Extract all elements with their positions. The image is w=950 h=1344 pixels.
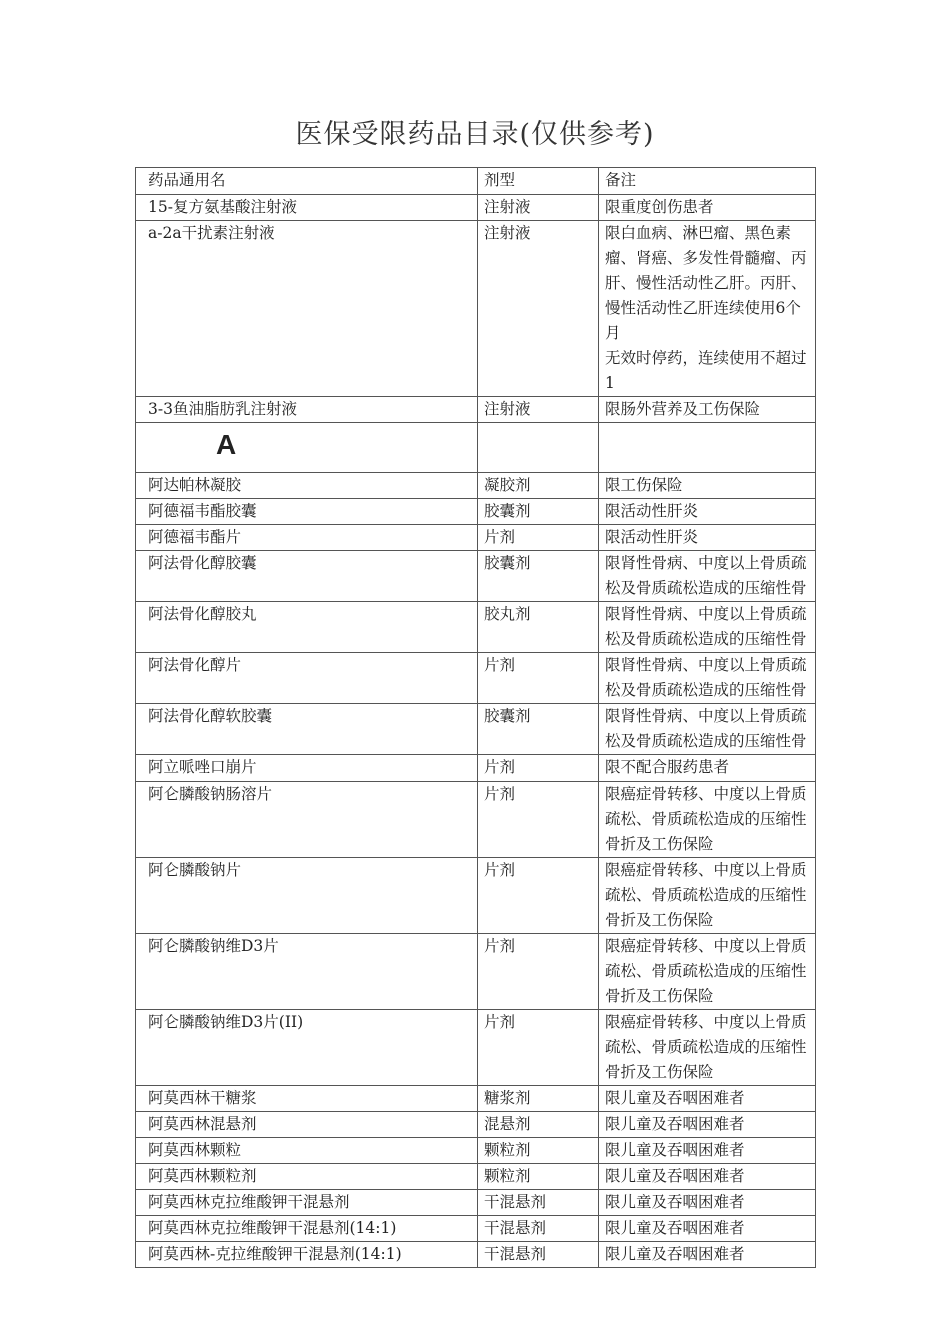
dosage-form-cell: 片剂 bbox=[478, 782, 599, 858]
drug-name-cell: 阿莫西林颗粒 bbox=[136, 1138, 478, 1164]
dosage-form-cell: 片剂 bbox=[478, 858, 599, 934]
table-row bbox=[136, 499, 816, 525]
note-cell: 限活动性肝炎 bbox=[599, 525, 816, 551]
dosage-form-cell: 胶囊剂 bbox=[478, 499, 599, 525]
note-cell bbox=[599, 423, 816, 473]
note-cell: 限工伤保险 bbox=[599, 473, 816, 499]
dosage-form-cell: 注射液 bbox=[478, 195, 599, 221]
note-cell: 限肾性骨病、中度以上骨质疏 松及骨质疏松造成的压缩性骨 bbox=[599, 551, 816, 602]
table-row bbox=[136, 1112, 816, 1138]
dosage-form-cell: 胶囊剂 bbox=[478, 704, 599, 755]
dosage-form-cell: 颗粒剂 bbox=[478, 1138, 599, 1164]
table-row bbox=[136, 858, 816, 934]
dosage-form-cell: 干混悬剂 bbox=[478, 1242, 599, 1268]
drug-name-cell: 阿法骨化醇胶囊 bbox=[136, 551, 478, 602]
section-letter-row bbox=[136, 423, 816, 473]
drug-name-cell: 阿莫西林颗粒剂 bbox=[136, 1164, 478, 1190]
drug-name-cell: 阿法骨化醇胶丸 bbox=[136, 602, 478, 653]
table-row bbox=[136, 602, 816, 653]
note-cell: 限儿童及吞咽困难者 bbox=[599, 1138, 816, 1164]
drug-table bbox=[135, 167, 816, 1268]
drug-name-cell: 阿莫西林克拉维酸钾干混悬剂 bbox=[136, 1190, 478, 1216]
dosage-form-cell: 注射液 bbox=[478, 221, 599, 397]
table-row bbox=[136, 1164, 816, 1190]
dosage-form-cell: 胶丸剂 bbox=[478, 602, 599, 653]
note-cell: 限活动性肝炎 bbox=[599, 499, 816, 525]
table-row bbox=[136, 473, 816, 499]
drug-name-cell: 阿法骨化醇软胶囊 bbox=[136, 704, 478, 755]
dosage-form-cell: 颗粒剂 bbox=[478, 1164, 599, 1190]
note-cell: 限肠外营养及工伤保险 bbox=[599, 397, 816, 423]
note-cell: 限儿童及吞咽困难者 bbox=[599, 1190, 816, 1216]
note-cell: 限重度创伤患者 bbox=[599, 195, 816, 221]
dosage-form-cell: 干混悬剂 bbox=[478, 1190, 599, 1216]
table-row bbox=[136, 1242, 816, 1268]
table-row bbox=[136, 525, 816, 551]
note-cell: 限白血病、淋巴瘤、黑色素 瘤、肾癌、多发性骨髓瘤、丙 肝、慢性活动性乙肝。丙肝、 慢性活动性乙肝连续使用6个月 无效时停药，连续使用不超过1 bbox=[599, 221, 816, 397]
table-row bbox=[136, 782, 816, 858]
dosage-form-cell: 片剂 bbox=[478, 934, 599, 1010]
dosage-form-cell: 注射液 bbox=[478, 397, 599, 423]
drug-name-cell: 3-3鱼油脂肪乳注射液 bbox=[136, 397, 478, 423]
note-cell: 限儿童及吞咽困难者 bbox=[599, 1164, 816, 1190]
note-cell: 限癌症骨转移、中度以上骨质 疏松、骨质疏松造成的压缩性 骨折及工伤保险 bbox=[599, 858, 816, 934]
note-cell: 限儿童及吞咽困难者 bbox=[599, 1242, 816, 1268]
drug-name-cell: 阿莫西林干糖浆 bbox=[136, 1086, 478, 1112]
dosage-form-cell: 混悬剂 bbox=[478, 1112, 599, 1138]
note-cell: 限儿童及吞咽困难者 bbox=[599, 1216, 816, 1242]
note-cell: 限儿童及吞咽困难者 bbox=[599, 1112, 816, 1138]
drug-name-cell: 阿德福韦酯胶囊 bbox=[136, 499, 478, 525]
dosage-form-cell: 片剂 bbox=[478, 525, 599, 551]
note-cell: 限肾性骨病、中度以上骨质疏 松及骨质疏松造成的压缩性骨 bbox=[599, 704, 816, 755]
header-name: 药品通用名 bbox=[136, 168, 478, 195]
table-row bbox=[136, 934, 816, 1010]
note-cell: 限癌症骨转移、中度以上骨质 疏松、骨质疏松造成的压缩性 骨折及工伤保险 bbox=[599, 782, 816, 858]
drug-name-cell: 阿德福韦酯片 bbox=[136, 525, 478, 551]
note-cell: 限癌症骨转移、中度以上骨质 疏松、骨质疏松造成的压缩性 骨折及工伤保险 bbox=[599, 934, 816, 1010]
drug-name-cell: 阿仑膦酸钠维D3片 bbox=[136, 934, 478, 1010]
header-note: 备注 bbox=[599, 168, 816, 195]
page-title: 医保受限药品目录(仅供参考) bbox=[295, 119, 655, 150]
table-row bbox=[136, 551, 816, 602]
drug-name-cell: 15-复方氨基酸注射液 bbox=[136, 195, 478, 221]
table-row bbox=[136, 653, 816, 704]
drug-name-cell: 阿立哌唑口崩片 bbox=[136, 755, 478, 782]
dosage-form-cell: 片剂 bbox=[478, 653, 599, 704]
note-cell: 限肾性骨病、中度以上骨质疏 松及骨质疏松造成的压缩性骨 bbox=[599, 653, 816, 704]
table-row bbox=[136, 1010, 816, 1086]
table-row bbox=[136, 1190, 816, 1216]
drug-name-cell: 阿莫西林克拉维酸钾干混悬剂(14:1) bbox=[136, 1216, 478, 1242]
drug-name-cell: 阿仑膦酸钠维D3片(II) bbox=[136, 1010, 478, 1086]
drug-name-cell: 阿法骨化醇片 bbox=[136, 653, 478, 704]
note-cell: 限癌症骨转移、中度以上骨质 疏松、骨质疏松造成的压缩性 骨折及工伤保险 bbox=[599, 1010, 816, 1086]
note-cell: 限不配合服药患者 bbox=[599, 755, 816, 782]
dosage-form-cell: 胶囊剂 bbox=[478, 551, 599, 602]
header-form: 剂型 bbox=[478, 168, 599, 195]
table-row bbox=[136, 397, 816, 423]
table-row bbox=[136, 1216, 816, 1242]
table-header-row bbox=[136, 168, 816, 195]
table-row bbox=[136, 1138, 816, 1164]
drug-name-cell: 阿莫西林混悬剂 bbox=[136, 1112, 478, 1138]
drug-name-cell: 阿仑膦酸钠片 bbox=[136, 858, 478, 934]
table-row bbox=[136, 704, 816, 755]
note-cell: 限儿童及吞咽困难者 bbox=[599, 1086, 816, 1112]
dosage-form-cell bbox=[478, 423, 599, 473]
table-row bbox=[136, 1086, 816, 1112]
table-row bbox=[136, 221, 816, 397]
dosage-form-cell: 片剂 bbox=[478, 755, 599, 782]
dosage-form-cell: 凝胶剂 bbox=[478, 473, 599, 499]
dosage-form-cell: 干混悬剂 bbox=[478, 1216, 599, 1242]
table-row bbox=[136, 755, 816, 782]
table-row bbox=[136, 195, 816, 221]
dosage-form-cell: 片剂 bbox=[478, 1010, 599, 1086]
dosage-form-cell: 糖浆剂 bbox=[478, 1086, 599, 1112]
drug-name-cell: 阿仑膦酸钠肠溶片 bbox=[136, 782, 478, 858]
section-letter: A bbox=[136, 423, 478, 473]
drug-name-cell: a-2a干扰素注射液 bbox=[136, 221, 478, 397]
drug-name-cell: 阿达帕林凝胶 bbox=[136, 473, 478, 499]
note-cell: 限肾性骨病、中度以上骨质疏 松及骨质疏松造成的压缩性骨 bbox=[599, 602, 816, 653]
drug-name-cell: 阿莫西林-克拉维酸钾干混悬剂(14:1) bbox=[136, 1242, 478, 1268]
